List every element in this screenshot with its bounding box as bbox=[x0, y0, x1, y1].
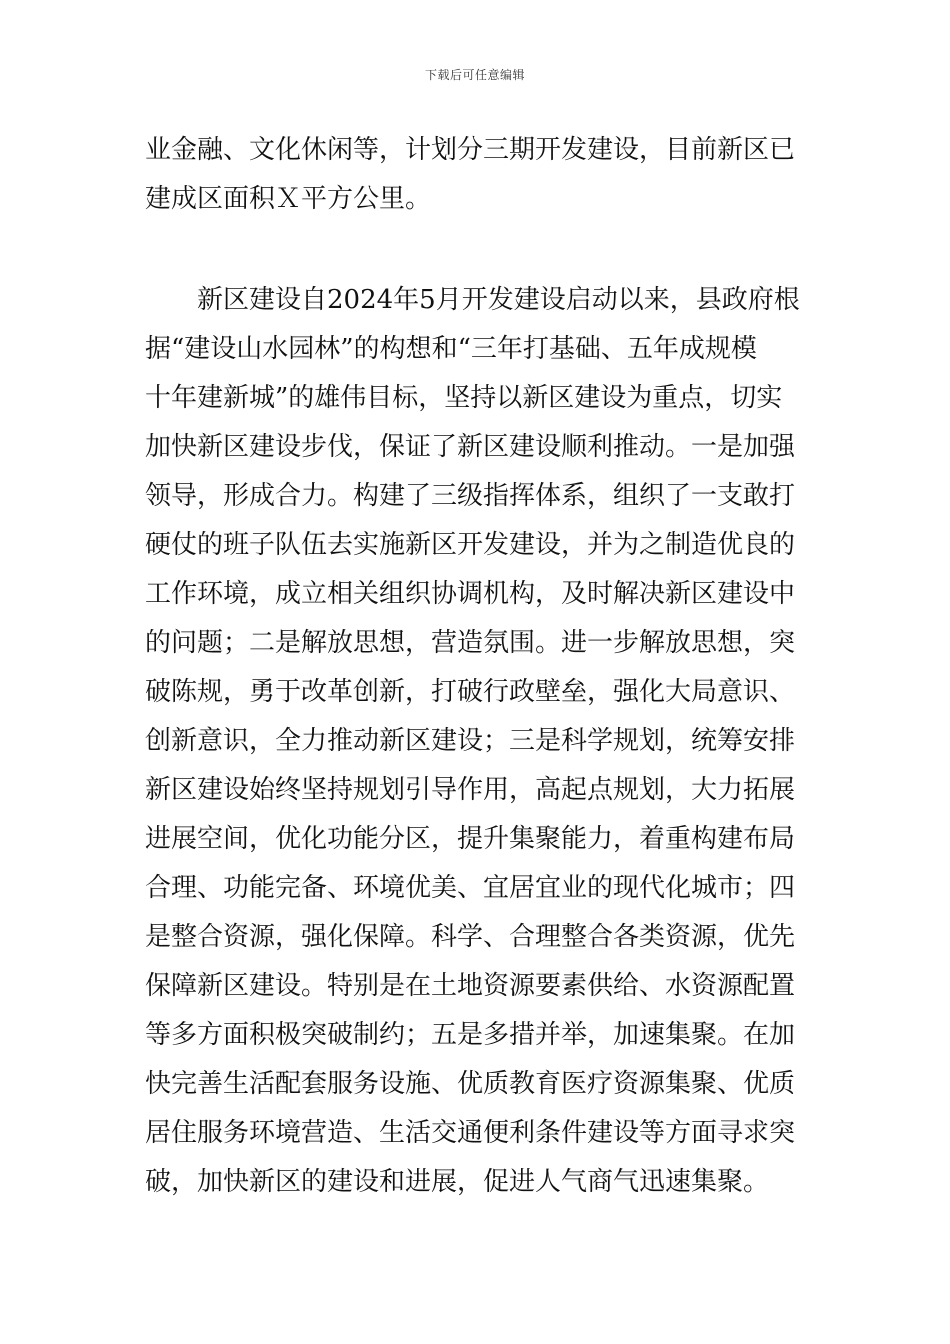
text-line: 领导，形成合力。构建了三级指挥体系，组织了一支敢打 bbox=[145, 481, 796, 511]
text-line: 快完善生活配套服务设施、优质教育医疗资源集聚、优质 bbox=[145, 1069, 796, 1099]
text-line: 保障新区建设。特别是在土地资源要素供给、水资源配置 bbox=[145, 971, 796, 1001]
text-line: 居住服务环境营造、生活交通便利条件建设等方面寻求突 bbox=[145, 1118, 796, 1148]
text-line: 据“建设山水园林”的构想和“三年打基础、五年成规模 bbox=[145, 334, 757, 364]
text-line: 是整合资源，强化保障。科学、合理整合各类资源，优先 bbox=[145, 922, 796, 952]
text-line: 进展空间，优化功能分区，提升集聚能力，着重构建布局 bbox=[145, 824, 796, 854]
text-line: 业金融、文化休闲等，计划分三期开发建设，目前新区已 bbox=[145, 135, 796, 165]
text-line: 建成区面积Ｘ平方公里。 bbox=[145, 184, 432, 214]
text-line: 新区建设始终坚持规划引导作用，高起点规划，大力拓展 bbox=[145, 775, 796, 805]
header-note: 下载后可任意编辑 bbox=[424, 68, 525, 82]
text-line: 破，加快新区的建设和进展，促进人气商气迅速集聚。 bbox=[145, 1167, 770, 1197]
text-line: 破陈规，勇于改革创新，打破行政壁垒，强化大局意识、 bbox=[145, 677, 796, 707]
text-line: 新区建设自2024年5月开发建设启动以来，县政府根 bbox=[145, 285, 800, 315]
text-line: 创新意识，全力推动新区建设；三是科学规划，统筹安排 bbox=[145, 726, 796, 756]
paragraph-1 bbox=[145, 126, 810, 224]
text-line: 的问题；二是解放思想，营造氛围。进一步解放思想，突 bbox=[145, 628, 796, 658]
text-line: 等多方面积极突破制约；五是多措并举，加速集聚。在加 bbox=[145, 1020, 796, 1050]
text-line: 合理、功能完备、环境优美、宜居宜业的现代化城市；四 bbox=[145, 873, 796, 903]
text-line: 工作环境，成立相关组织协调机构，及时解决新区建设中 bbox=[145, 579, 796, 609]
text-line: 加快新区建设步伐，保证了新区建设顺利推动。一是加强 bbox=[145, 432, 796, 462]
paragraph-2 bbox=[145, 276, 810, 1207]
text-line: 硬仗的班子队伍去实施新区开发建设，并为之制造优良的 bbox=[145, 530, 796, 560]
text-line: 十年建新城”的雄伟目标，坚持以新区建设为重点，切实 bbox=[145, 383, 783, 413]
